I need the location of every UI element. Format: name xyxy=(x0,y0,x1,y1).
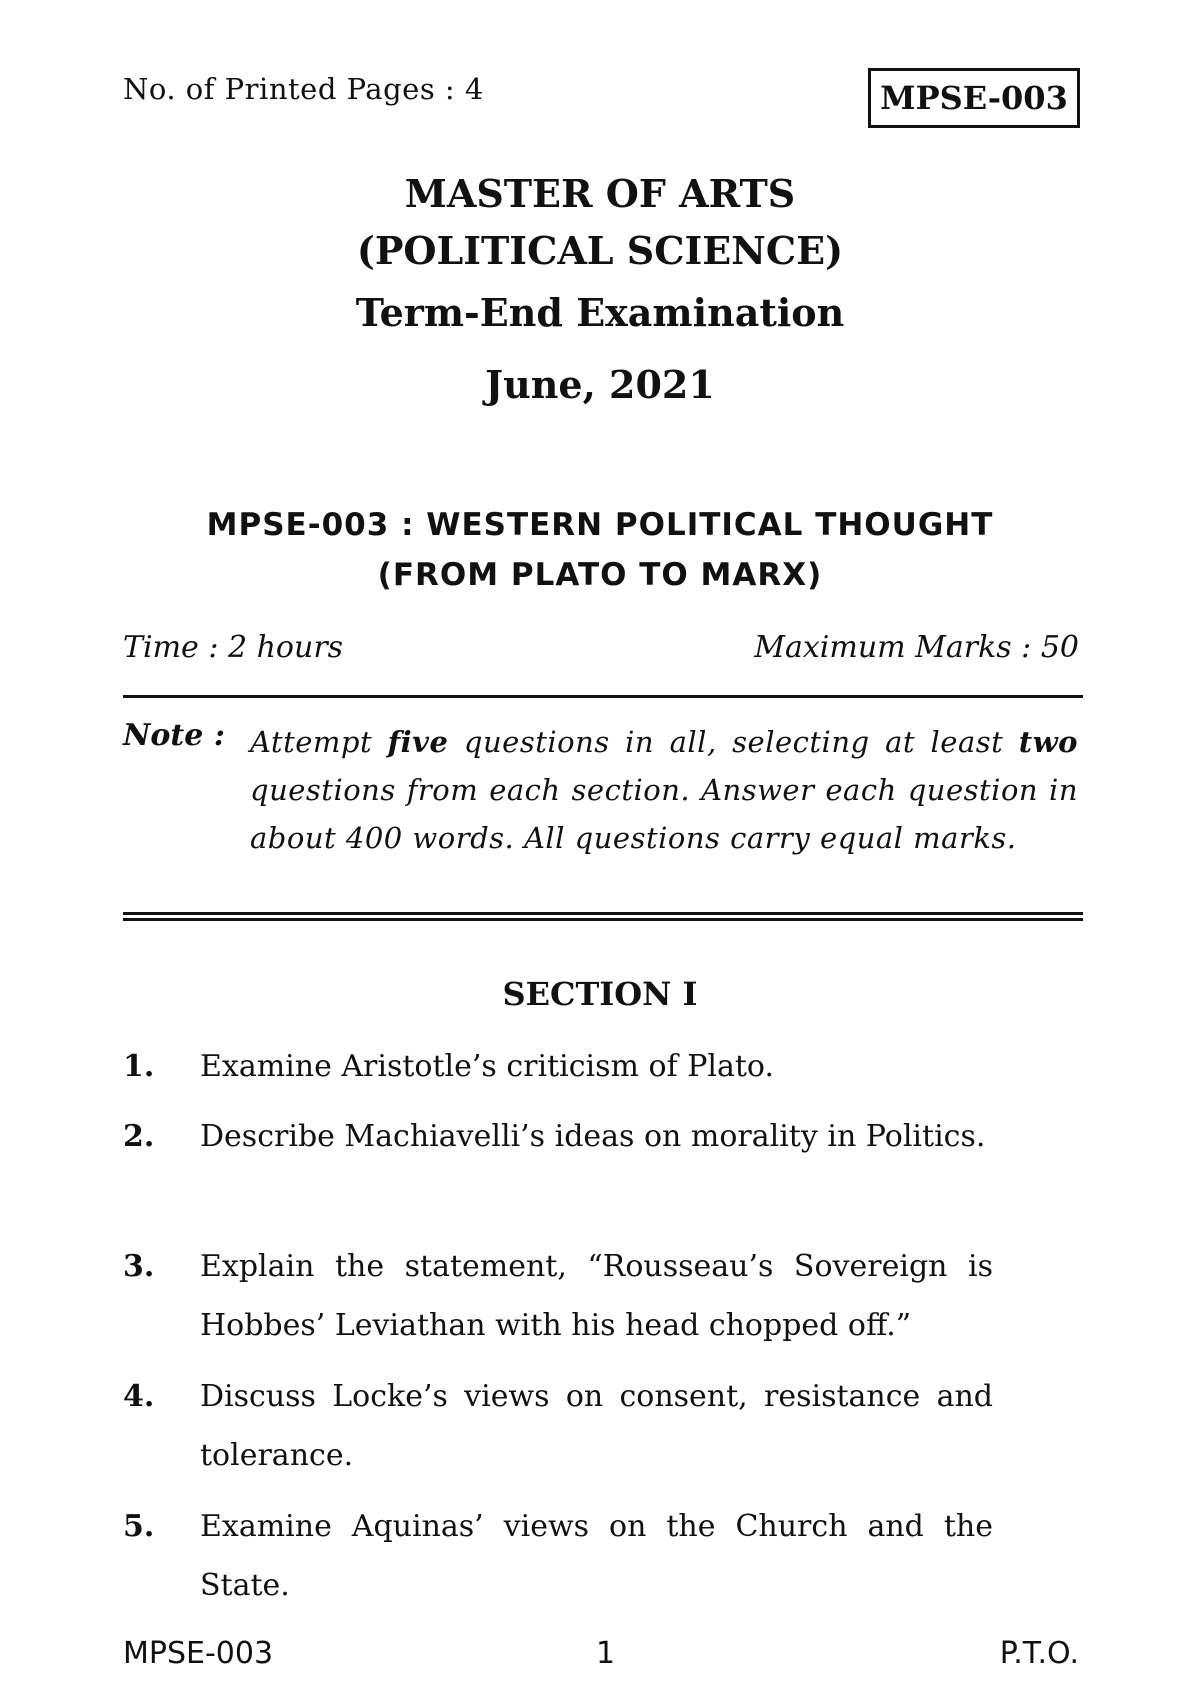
course-line-2: (FROM PLATO TO MARX) xyxy=(377,557,823,593)
question-number: 2. xyxy=(123,1119,155,1154)
divider-double-bottom xyxy=(123,918,1083,921)
footer-pto: P.T.O. xyxy=(999,1636,1079,1671)
section-title: SECTION I xyxy=(502,975,698,1013)
exam-title: Term-End Examination xyxy=(355,290,845,335)
footer-paper-code: MPSE-003 xyxy=(123,1636,274,1671)
note-part-1: Attempt xyxy=(250,725,388,759)
maximum-marks: Maximum Marks : 50 xyxy=(754,630,1079,665)
question-text: Explain the statement, “Rousseau’s Sovereign is Hobbes’ Leviathan with his head chopped off.” xyxy=(200,1249,993,1343)
course-title xyxy=(0,500,1200,600)
question-text: Describe Machiavelli’s ideas on morality in Politics. xyxy=(200,1119,986,1154)
degree-line-2: (POLITICAL SCIENCE) xyxy=(356,228,844,273)
divider-top xyxy=(123,695,1083,698)
paper-code-box: MPSE-003 xyxy=(868,68,1080,128)
question-number: 1. xyxy=(123,1049,155,1084)
footer-page-number: 1 xyxy=(596,1636,616,1671)
question-text: Examine Aquinas’ views on the Church and the State. xyxy=(200,1509,993,1603)
note-bold-five: five xyxy=(387,725,449,759)
question-text: Examine Aristotle’s criticism of Plato. xyxy=(200,1049,774,1084)
course-line-1: MPSE-003 : WESTERN POLITICAL THOUGHT xyxy=(206,507,994,543)
note-text xyxy=(250,718,1078,862)
note-label: Note : xyxy=(123,718,225,753)
note-part-3: questions from each section. Answer each question in about 400 words. All questions carry equal marks. xyxy=(250,773,1078,855)
note-part-2: questions in all, selecting at least xyxy=(448,725,1019,759)
question-item xyxy=(123,1367,993,1485)
question-number: 3. xyxy=(123,1249,155,1284)
question-item xyxy=(123,1037,993,1096)
exam-session: June, 2021 xyxy=(485,362,715,407)
note-bold-two: two xyxy=(1018,725,1078,759)
question-item xyxy=(123,1237,993,1355)
question-item xyxy=(123,1107,993,1166)
degree-line-1: MASTER OF ARTS xyxy=(404,171,796,216)
question-text: Discuss Locke’s views on consent, resistance and tolerance. xyxy=(200,1379,993,1473)
question-number: 4. xyxy=(123,1379,155,1414)
question-item xyxy=(123,1497,993,1615)
printed-pages-count: No. of Printed Pages : 4 xyxy=(123,72,484,106)
time-allowed: Time : 2 hours xyxy=(123,630,344,665)
divider-double-top xyxy=(123,912,1083,915)
question-number: 5. xyxy=(123,1509,155,1544)
degree-title xyxy=(0,165,1200,279)
